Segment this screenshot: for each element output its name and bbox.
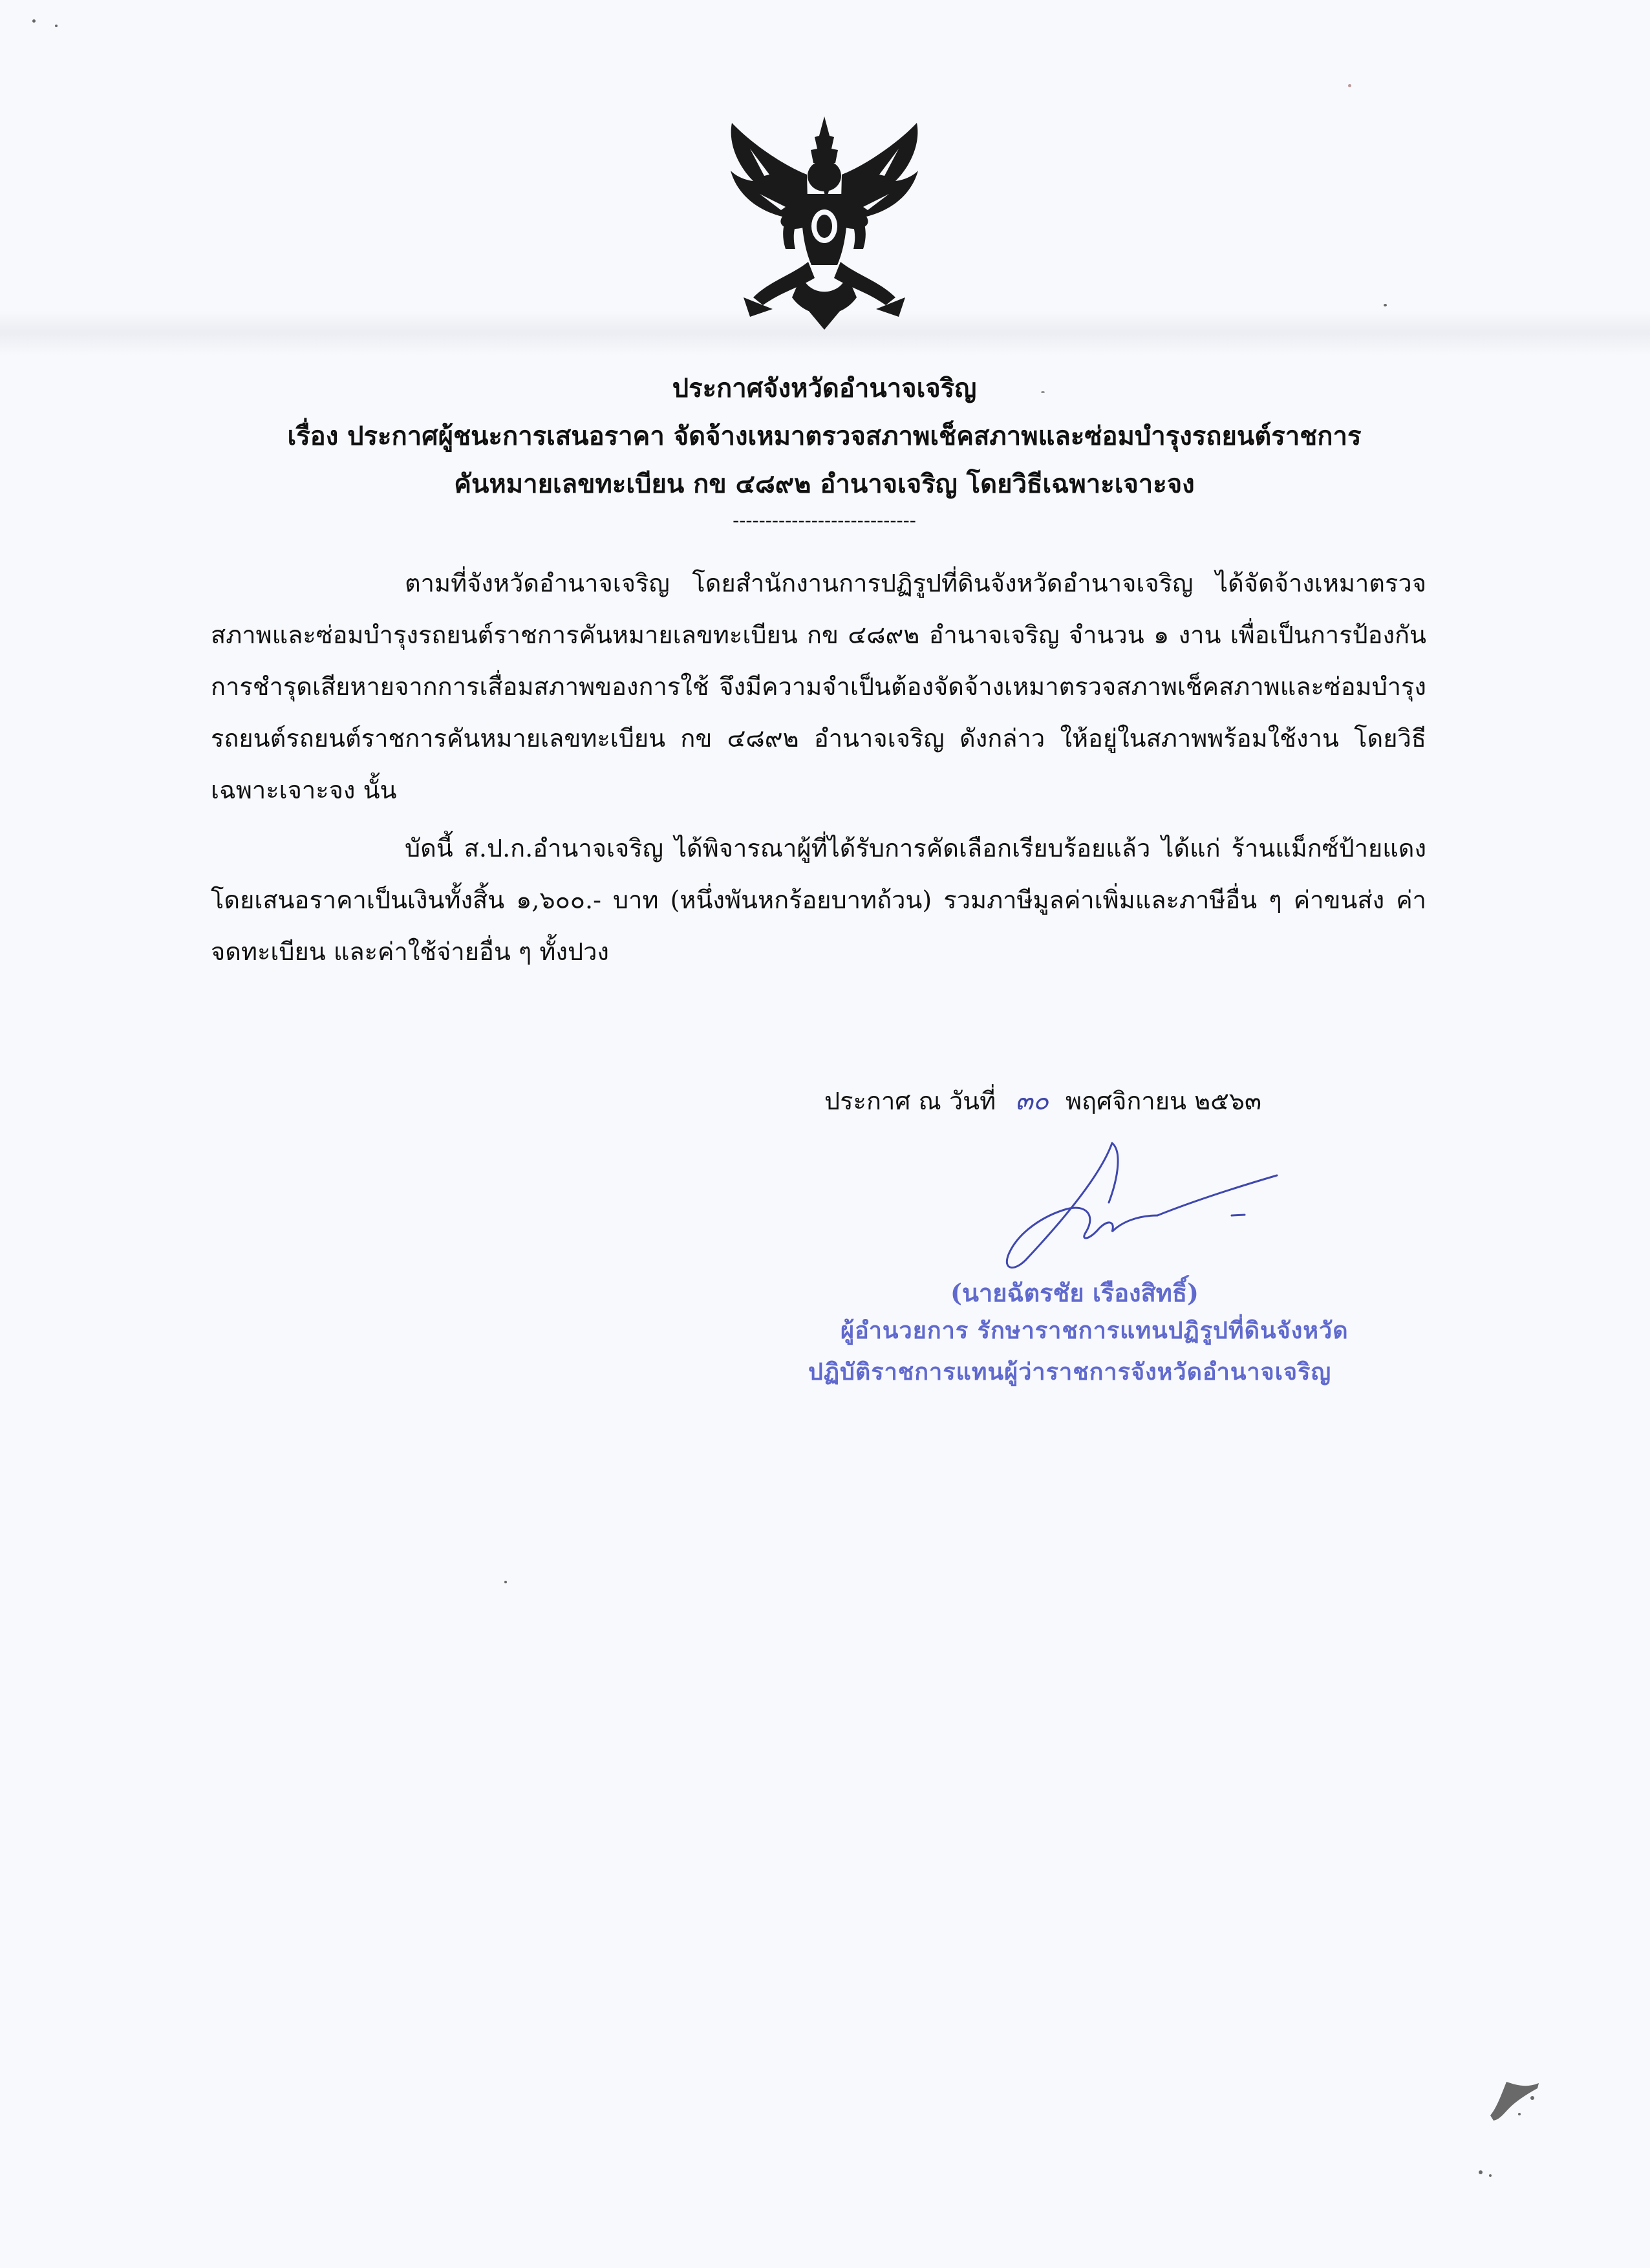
- subject-line-continued: คันหมายเลขทะเบียน กข ๔๘๙๒ อำนาจเจริญ โดยวิธีเฉพาะเจาะจง: [454, 469, 1195, 499]
- signatory-name: (นายฉัตรชัย เรืองสิทธิ์): [950, 1278, 1199, 1307]
- date-prefix: ประกาศ ณ วันที่: [824, 1087, 996, 1115]
- signatory-position-1: ผู้อำนวยการ รักษาราชการแทนปฏิรูปที่ดินจังหวัด: [841, 1317, 1349, 1344]
- scan-speck: [55, 25, 58, 27]
- heading-divider: ----------------------------: [733, 509, 916, 532]
- scan-speck: [1348, 84, 1351, 87]
- subject-line: เรื่อง ประกาศผู้ชนะการเสนอราคา จัดจ้างเหมาตรวจสภาพเช็คสภาพและซ่อมบำรุงรถยนต์ราชการ: [287, 421, 1362, 451]
- scan-speck: [32, 19, 36, 23]
- ink-smudge: [1455, 2069, 1558, 2185]
- scan-speck: [1041, 391, 1045, 393]
- garuda-emblem-icon: [724, 103, 925, 336]
- announcement-date: [824, 1078, 1261, 1124]
- body-paragraph-1: ตามที่จังหวัดอำนาจเจริญ โดยสำนักงานการปฏิรูปที่ดินจังหวัดอำนาจเจริญ ได้จัดจ้างเหมาตรวจสภาพและซ่อมบำรุงรถยนต์ราชการคันหมายเลขทะเบียน กข ๔๘๙๒ อำนาจเจริญ จำนวน ๑ งาน เพื่อเป็นการป้องกันการชำรุดเสียหายจากการเสื่อมสภาพของการใช้ จึงมีความจำเป็นต้องจัดจ้างเหมาตรวจสภาพเช็คสภาพและซ่อมบำรุงรถยนต์รถยนต์ราชการคันหมายเลขทะเบียน กข ๔๘๙๒ อำนาจเจริญ ดังกล่าว ให้อยู่ในสภาพพร้อมใช้งาน โดยวิธีเฉพาะเจาะจง นั้น: [211, 569, 1426, 804]
- body-paragraph-2: บัดนี้ ส.ป.ก.อำนาจเจริญ ได้พิจารณาผู้ที่ได้รับการคัดเลือกเรียบร้อยแล้ว ได้แก่ ร้านแม็กซ์ป้ายแดง โดยเสนอราคาเป็นเงินทั้งสิ้น ๑,๖๐๐.- บาท (หนึ่งพันหกร้อยบาทถ้วน) รวมภาษีมูลค่าเพิ่มและภาษีอื่น ๆ ค่าขนส่ง ค่าจดทะเบียน และค่าใช้จ่ายอื่น ๆ ทั้งปวง: [211, 834, 1426, 966]
- signatory-position-2: ปฏิบัติราชการแทนผู้ว่าราชการจังหวัดอำนาจเจริญ: [808, 1358, 1332, 1385]
- handwritten-signature-icon: [983, 1125, 1293, 1280]
- date-day-handwritten: ๓๐: [1015, 1086, 1049, 1116]
- date-month-year: พฤศจิกายน ๒๕๖๓: [1065, 1087, 1261, 1115]
- scan-speck: [1384, 304, 1387, 306]
- scan-speck: [504, 1581, 507, 1583]
- announcement-title: ประกาศจังหวัดอำนาจเจริญ: [672, 373, 977, 403]
